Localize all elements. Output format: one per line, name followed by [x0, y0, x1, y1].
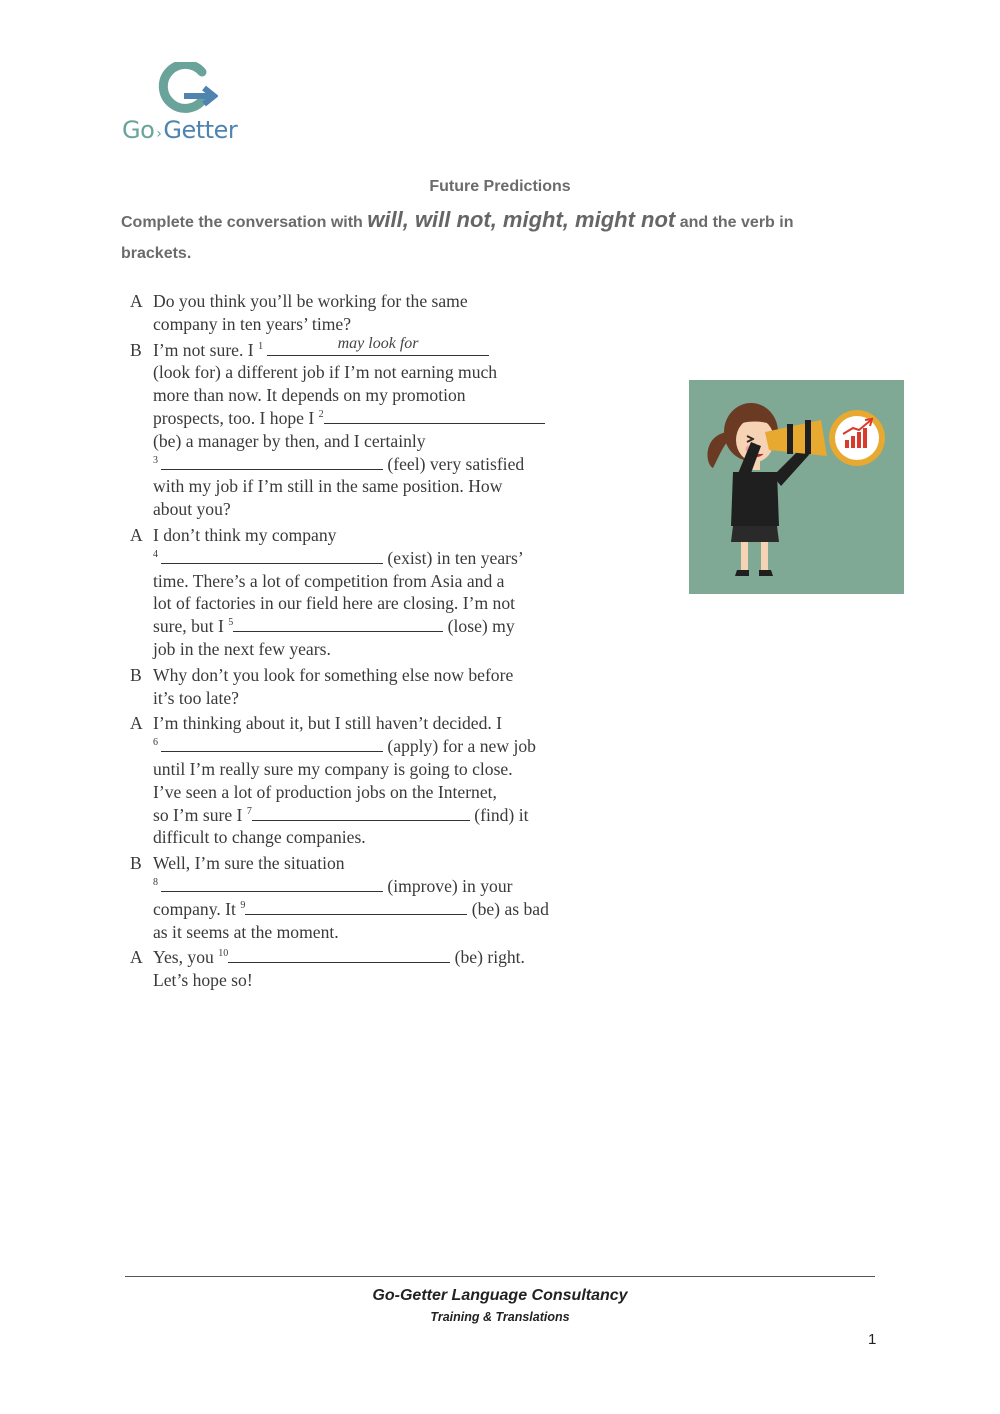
gap-8-blank[interactable]: [161, 876, 383, 892]
gap-number: 2: [318, 408, 324, 420]
turn-2: B I’m not sure. I $^1$ may look for (look for) a different job if I’m not earning much more than now. It depends on my promotion prospects, too. I hope I $^2$ (be) a manager by then, and I certainly $^3$ (feel) very satisfied with my job if I’m still in the same position. How about you?: [130, 339, 590, 521]
illustration-panel: [689, 380, 904, 594]
instructions-lead: Complete the conversation with: [121, 214, 363, 231]
gap-7-blank[interactable]: [252, 805, 470, 821]
logo-g-icon: [154, 62, 218, 118]
speaker-label: B: [130, 339, 142, 360]
speaker-label: A: [130, 524, 143, 545]
turn-6: B Well, I’m sure the situation $^8$ (improve) in your company. It $^9$ (be) as bad as it seems at the moment.: [130, 853, 549, 942]
gap-number: 3: [153, 454, 158, 466]
turn-7: A Yes, you $^{10}$ (be) right. Let’s hope so!: [130, 947, 525, 991]
gap-9-blank[interactable]: [245, 899, 467, 915]
gap-number: 1: [258, 340, 264, 352]
gap-number: 6: [153, 737, 158, 749]
speaker-label: B: [130, 853, 142, 874]
page-number: 1: [868, 1331, 877, 1348]
gap-2-blank[interactable]: [324, 408, 545, 424]
logo-wordmark: Go ›Getter: [122, 116, 238, 144]
gap-3-blank[interactable]: [161, 454, 383, 470]
instructions-tail: and the verb in brackets.: [121, 214, 794, 262]
speaker-label: B: [130, 664, 142, 685]
turn-4: B Why don’t you look for something else now before it’s too late?: [130, 664, 514, 708]
footer-tagline: Training & Translations: [430, 1310, 570, 1324]
turn-5: A I’m thinking about it, but I still haven’t decided. I $^6$ (apply) for a new job until I’m really sure my company is going to close. I’ve seen a lot of production jobs on the Internet, so I’m sure I $^7$ (find) it difficult to change companies.: [130, 713, 536, 848]
gap-number: 9: [240, 899, 246, 911]
speaker-label: A: [130, 713, 143, 734]
gap-number: 4: [153, 548, 158, 560]
instructions-options: will, will not, might, might not: [367, 207, 676, 232]
footer-company: Go-Getter Language Consultancy: [372, 1287, 628, 1304]
gap-10-blank[interactable]: [228, 947, 450, 963]
instructions: [121, 204, 851, 269]
gap-number: 5: [228, 617, 234, 629]
gap-number: 8: [153, 876, 158, 888]
businesswoman-telescope-icon: [689, 380, 904, 594]
turn-3: A I don’t think my company $^4$ (exist) in ten years’ time. There’s a lot of competition from Asia and a lot of factories in our field here are closing. I’m not sure, but I $^5$ (lose) my job in the next few years.: [130, 524, 524, 659]
footer-divider: [125, 1276, 875, 1277]
gap-1-answer-blank[interactable]: may look for: [267, 340, 489, 356]
turn-1: A Do you think you’ll be working for the same company in ten years’ time?: [130, 291, 468, 334]
gap-6-blank[interactable]: [161, 736, 383, 752]
conversation: [130, 290, 590, 995]
gap-number: 7: [246, 805, 252, 817]
gap-number: 10: [218, 948, 229, 960]
speaker-label: A: [130, 291, 143, 311]
gap-4-blank[interactable]: [161, 548, 383, 564]
page-title: Future Predictions: [429, 178, 571, 195]
logo: [120, 62, 260, 152]
speaker-label: A: [130, 947, 143, 968]
gap-5-blank[interactable]: [233, 616, 443, 632]
